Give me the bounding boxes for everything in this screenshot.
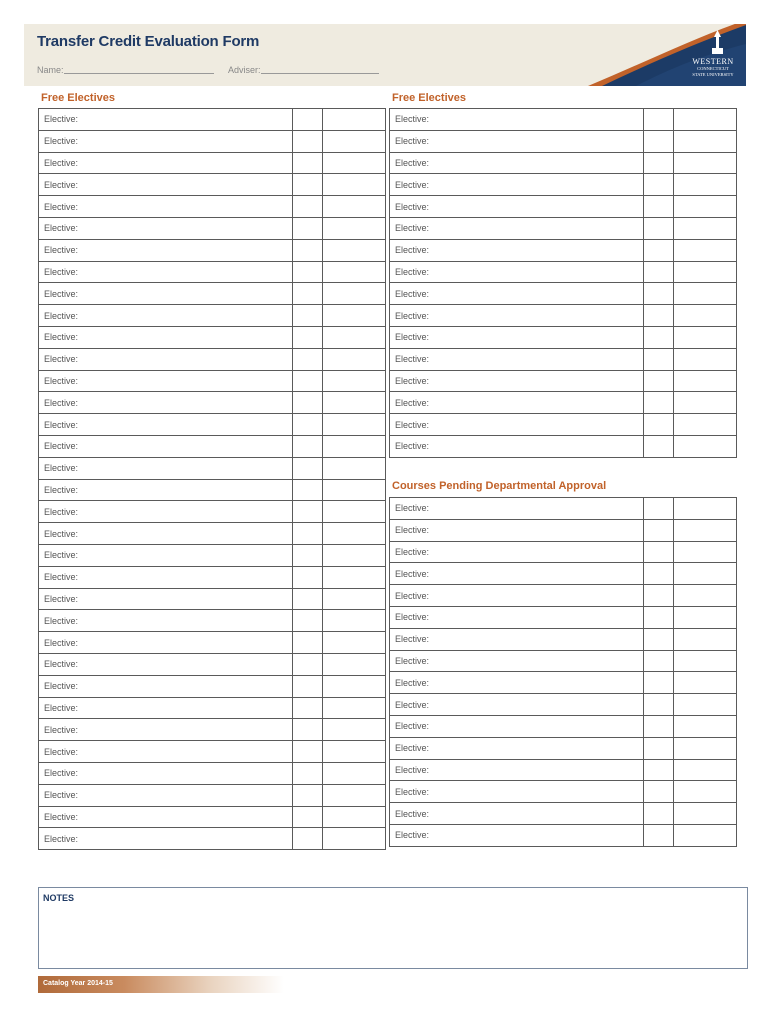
elective-row xyxy=(39,283,386,305)
elective-label-cell[interactable]: Elective: xyxy=(390,109,644,131)
elective-row xyxy=(39,501,386,523)
elective-row xyxy=(39,588,386,610)
elective-label-cell[interactable]: Elective: xyxy=(390,541,644,563)
equivalent-cell[interactable] xyxy=(323,653,386,675)
elective-label-cell[interactable]: Elective: xyxy=(39,719,293,741)
elective-row xyxy=(39,457,386,479)
elective-row xyxy=(390,217,737,239)
equivalent-cell[interactable] xyxy=(323,326,386,348)
elective-row xyxy=(390,672,737,694)
elective-row xyxy=(390,606,737,628)
left-section-heading: Free Electives xyxy=(41,92,115,104)
elective-label-cell[interactable]: Elective: xyxy=(390,130,644,152)
elective-label-cell[interactable]: Elective: xyxy=(39,632,293,654)
credits-cell[interactable] xyxy=(293,610,323,632)
equivalent-cell[interactable] xyxy=(674,824,737,846)
elective-row xyxy=(39,653,386,675)
credits-cell[interactable] xyxy=(293,196,323,218)
elective-row xyxy=(39,261,386,283)
elective-row xyxy=(390,585,737,607)
equivalent-cell[interactable] xyxy=(674,326,737,348)
equivalent-cell[interactable] xyxy=(674,541,737,563)
elective-label-cell[interactable]: Elective: xyxy=(39,501,293,523)
equivalent-cell[interactable] xyxy=(323,479,386,501)
credits-cell[interactable] xyxy=(644,541,674,563)
elective-row xyxy=(39,435,386,457)
elective-row xyxy=(39,326,386,348)
equivalent-cell[interactable] xyxy=(323,217,386,239)
equivalent-cell[interactable] xyxy=(674,283,737,305)
elective-row xyxy=(390,563,737,585)
elective-label-cell[interactable]: Elective: xyxy=(39,283,293,305)
credits-cell[interactable] xyxy=(293,501,323,523)
equivalent-cell[interactable] xyxy=(674,781,737,803)
equivalent-cell[interactable] xyxy=(323,392,386,414)
equivalent-cell[interactable] xyxy=(674,392,737,414)
elective-row xyxy=(390,759,737,781)
elective-label-cell[interactable]: Elective: xyxy=(39,174,293,196)
right-top-section-heading: Free Electives xyxy=(392,92,466,104)
elective-row xyxy=(390,498,737,520)
elective-row xyxy=(39,632,386,654)
equivalent-cell[interactable] xyxy=(323,174,386,196)
elective-label-cell[interactable]: Elective: xyxy=(39,457,293,479)
equivalent-cell[interactable] xyxy=(674,519,737,541)
credits-cell[interactable] xyxy=(644,217,674,239)
elective-row xyxy=(390,628,737,650)
equivalent-cell[interactable] xyxy=(674,217,737,239)
elective-row xyxy=(390,435,737,457)
credits-cell[interactable] xyxy=(644,326,674,348)
left-electives-table xyxy=(38,108,386,850)
credits-cell[interactable] xyxy=(293,174,323,196)
elective-label-cell[interactable]: Elective: xyxy=(390,305,644,327)
elective-row xyxy=(390,803,737,825)
elective-label-cell[interactable]: Elective: xyxy=(39,523,293,545)
elective-row xyxy=(39,479,386,501)
elective-row xyxy=(390,541,737,563)
elective-label-cell[interactable]: Elective: xyxy=(390,737,644,759)
equivalent-cell[interactable] xyxy=(323,457,386,479)
elective-label-cell[interactable]: Elective: xyxy=(390,781,644,803)
equivalent-cell[interactable] xyxy=(323,719,386,741)
elective-row xyxy=(390,130,737,152)
credits-cell[interactable] xyxy=(644,130,674,152)
equivalent-cell[interactable] xyxy=(674,498,737,520)
elective-row xyxy=(39,305,386,327)
equivalent-cell[interactable] xyxy=(674,585,737,607)
equivalent-cell[interactable] xyxy=(323,501,386,523)
elective-label-cell[interactable]: Elective: xyxy=(39,152,293,174)
elective-label-cell[interactable]: Elective: xyxy=(39,370,293,392)
equivalent-cell[interactable] xyxy=(323,566,386,588)
credits-cell[interactable] xyxy=(644,498,674,520)
credits-cell[interactable] xyxy=(293,305,323,327)
equivalent-cell[interactable] xyxy=(323,762,386,784)
credits-cell[interactable] xyxy=(644,606,674,628)
elective-label-cell[interactable]: Elective: xyxy=(390,348,644,370)
credits-cell[interactable] xyxy=(293,130,323,152)
elective-label-cell[interactable]: Elective: xyxy=(39,806,293,828)
credits-cell[interactable] xyxy=(293,828,323,850)
equivalent-cell[interactable] xyxy=(674,435,737,457)
equivalent-cell[interactable] xyxy=(674,759,737,781)
elective-label-cell[interactable]: Elective: xyxy=(390,435,644,457)
elective-label-cell[interactable]: Elective: xyxy=(390,585,644,607)
elective-row xyxy=(390,239,737,261)
equivalent-cell[interactable] xyxy=(674,370,737,392)
elective-row xyxy=(390,650,737,672)
elective-label-cell[interactable]: Elective: xyxy=(390,152,644,174)
elective-row xyxy=(390,283,737,305)
equivalent-cell[interactable] xyxy=(323,588,386,610)
credits-cell[interactable] xyxy=(644,824,674,846)
credits-cell[interactable] xyxy=(644,174,674,196)
elective-label-cell[interactable]: Elective: xyxy=(39,109,293,131)
elective-label-cell[interactable]: Elective: xyxy=(39,435,293,457)
equivalent-cell[interactable] xyxy=(674,174,737,196)
equivalent-cell[interactable] xyxy=(323,348,386,370)
elective-label-cell[interactable]: Elective: xyxy=(39,784,293,806)
elective-row xyxy=(390,348,737,370)
equivalent-cell[interactable] xyxy=(323,828,386,850)
credits-cell[interactable] xyxy=(644,348,674,370)
elective-label-cell[interactable]: Elective: xyxy=(390,694,644,716)
credits-cell[interactable] xyxy=(293,544,323,566)
equivalent-cell[interactable] xyxy=(323,741,386,763)
elective-label-cell[interactable]: Elective: xyxy=(390,606,644,628)
elective-row xyxy=(39,239,386,261)
elective-row xyxy=(39,109,386,131)
equivalent-cell[interactable] xyxy=(323,632,386,654)
credits-cell[interactable] xyxy=(644,370,674,392)
credits-cell[interactable] xyxy=(644,737,674,759)
credits-cell[interactable] xyxy=(293,217,323,239)
credits-cell[interactable] xyxy=(644,283,674,305)
elective-row xyxy=(39,762,386,784)
equivalent-cell[interactable] xyxy=(674,414,737,436)
credits-cell[interactable] xyxy=(644,628,674,650)
credits-cell[interactable] xyxy=(293,675,323,697)
elective-label-cell[interactable]: Elective: xyxy=(390,392,644,414)
credits-cell[interactable] xyxy=(293,523,323,545)
credits-cell[interactable] xyxy=(293,435,323,457)
elective-row xyxy=(390,715,737,737)
elective-row xyxy=(39,414,386,436)
form-title: Transfer Credit Evaluation Form xyxy=(37,33,260,50)
elective-row xyxy=(390,737,737,759)
credits-cell[interactable] xyxy=(293,762,323,784)
credits-cell[interactable] xyxy=(644,414,674,436)
credits-cell[interactable] xyxy=(644,239,674,261)
elective-label-cell[interactable]: Elective: xyxy=(390,326,644,348)
equivalent-cell[interactable] xyxy=(674,672,737,694)
elective-label-cell[interactable]: Elective: xyxy=(39,196,293,218)
equivalent-cell[interactable] xyxy=(323,196,386,218)
elective-row xyxy=(390,414,737,436)
elective-row xyxy=(390,196,737,218)
equivalent-cell[interactable] xyxy=(323,544,386,566)
elective-row xyxy=(390,174,737,196)
name-label: Name: xyxy=(37,65,64,75)
equivalent-cell[interactable] xyxy=(323,370,386,392)
equivalent-cell[interactable] xyxy=(674,803,737,825)
equivalent-cell[interactable] xyxy=(323,806,386,828)
elective-label-cell[interactable]: Elective: xyxy=(39,588,293,610)
elective-label-cell[interactable]: Elective: xyxy=(39,741,293,763)
elective-row xyxy=(39,697,386,719)
elective-label-cell[interactable]: Elective: xyxy=(39,828,293,850)
right-bottom-section-heading: Courses Pending Departmental Approval xyxy=(392,480,607,492)
elective-row xyxy=(39,544,386,566)
elective-label-cell[interactable]: Elective: xyxy=(390,672,644,694)
equivalent-cell[interactable] xyxy=(323,283,386,305)
elective-row xyxy=(39,370,386,392)
elective-label-cell[interactable]: Elective: xyxy=(390,239,644,261)
credits-cell[interactable] xyxy=(644,759,674,781)
name-field-line[interactable] xyxy=(64,73,214,74)
elective-label-cell[interactable]: Elective: xyxy=(39,544,293,566)
elective-row xyxy=(39,828,386,850)
credits-cell[interactable] xyxy=(644,152,674,174)
elective-label-cell[interactable]: Elective: xyxy=(390,519,644,541)
credits-cell[interactable] xyxy=(644,694,674,716)
elective-label-cell[interactable]: Elective: xyxy=(39,610,293,632)
credits-cell[interactable] xyxy=(293,239,323,261)
elective-row xyxy=(390,694,737,716)
credits-cell[interactable] xyxy=(644,196,674,218)
elective-label-cell[interactable]: Elective: xyxy=(390,217,644,239)
elective-row xyxy=(39,348,386,370)
header-fields xyxy=(37,65,379,75)
pending-approval-table xyxy=(389,497,737,847)
elective-row xyxy=(39,196,386,218)
elective-label-cell[interactable]: Elective: xyxy=(390,370,644,392)
credits-cell[interactable] xyxy=(644,563,674,585)
credits-cell[interactable] xyxy=(293,414,323,436)
equivalent-cell[interactable] xyxy=(323,675,386,697)
elective-row xyxy=(390,519,737,541)
equivalent-cell[interactable] xyxy=(323,239,386,261)
credits-cell[interactable] xyxy=(644,109,674,131)
equivalent-cell[interactable] xyxy=(323,130,386,152)
credits-cell[interactable] xyxy=(644,435,674,457)
elective-row xyxy=(39,217,386,239)
equivalent-cell[interactable] xyxy=(674,715,737,737)
elective-label-cell[interactable]: Elective: xyxy=(390,261,644,283)
notes-label: NOTES xyxy=(43,893,75,903)
elective-row xyxy=(39,741,386,763)
elective-row xyxy=(39,130,386,152)
elective-label-cell[interactable]: Elective: xyxy=(39,392,293,414)
right-electives-table xyxy=(389,108,737,458)
equivalent-cell[interactable] xyxy=(674,130,737,152)
elective-label-cell[interactable]: Elective: xyxy=(390,650,644,672)
elective-label-cell[interactable]: Elective: xyxy=(390,715,644,737)
credits-cell[interactable] xyxy=(293,283,323,305)
elective-label-cell[interactable]: Elective: xyxy=(39,261,293,283)
credits-cell[interactable] xyxy=(644,305,674,327)
credits-cell[interactable] xyxy=(293,109,323,131)
elective-label-cell[interactable]: Elective: xyxy=(390,283,644,305)
equivalent-cell[interactable] xyxy=(323,610,386,632)
elective-row xyxy=(390,152,737,174)
equivalent-cell[interactable] xyxy=(674,606,737,628)
equivalent-cell[interactable] xyxy=(674,152,737,174)
elective-label-cell[interactable]: Elective: xyxy=(390,563,644,585)
credits-cell[interactable] xyxy=(644,803,674,825)
equivalent-cell[interactable] xyxy=(323,109,386,131)
elective-row xyxy=(39,523,386,545)
credits-cell[interactable] xyxy=(293,741,323,763)
credits-cell[interactable] xyxy=(293,348,323,370)
catalog-year-banner xyxy=(38,976,284,993)
credits-cell[interactable] xyxy=(644,650,674,672)
equivalent-cell[interactable] xyxy=(674,650,737,672)
elective-label-cell[interactable]: Elective: xyxy=(390,803,644,825)
equivalent-cell[interactable] xyxy=(674,109,737,131)
elective-label-cell[interactable]: Elective: xyxy=(39,566,293,588)
equivalent-cell[interactable] xyxy=(323,784,386,806)
elective-row xyxy=(390,392,737,414)
elective-label-cell[interactable]: Elective: xyxy=(39,326,293,348)
equivalent-cell[interactable] xyxy=(323,435,386,457)
credits-cell[interactable] xyxy=(644,261,674,283)
credits-cell[interactable] xyxy=(293,479,323,501)
credits-cell[interactable] xyxy=(644,781,674,803)
elective-label-cell[interactable]: Elective: xyxy=(39,762,293,784)
elective-row xyxy=(39,152,386,174)
equivalent-cell[interactable] xyxy=(674,305,737,327)
credits-cell[interactable] xyxy=(293,806,323,828)
equivalent-cell[interactable] xyxy=(674,563,737,585)
notes-box[interactable] xyxy=(38,887,748,969)
credits-cell[interactable] xyxy=(644,519,674,541)
elective-label-cell[interactable]: Elective: xyxy=(39,348,293,370)
elective-row xyxy=(39,392,386,414)
elective-row xyxy=(390,824,737,846)
elective-row xyxy=(39,719,386,741)
equivalent-cell[interactable] xyxy=(674,239,737,261)
elective-label-cell[interactable]: Elective: xyxy=(39,697,293,719)
elective-row xyxy=(390,261,737,283)
form-header xyxy=(24,24,746,86)
elective-label-cell[interactable]: Elective: xyxy=(39,239,293,261)
elective-row xyxy=(390,781,737,803)
elective-label-cell[interactable]: Elective: xyxy=(390,196,644,218)
equivalent-cell[interactable] xyxy=(323,305,386,327)
elective-label-cell[interactable]: Elective: xyxy=(39,675,293,697)
elective-row xyxy=(39,806,386,828)
credits-cell[interactable] xyxy=(293,370,323,392)
equivalent-cell[interactable] xyxy=(323,152,386,174)
credits-cell[interactable] xyxy=(644,392,674,414)
equivalent-cell[interactable] xyxy=(674,694,737,716)
elective-label-cell[interactable]: Elective: xyxy=(39,479,293,501)
elective-row xyxy=(39,610,386,632)
elective-label-cell[interactable]: Elective: xyxy=(39,217,293,239)
elective-row xyxy=(390,326,737,348)
credits-cell[interactable] xyxy=(293,392,323,414)
elective-row xyxy=(39,784,386,806)
credits-cell[interactable] xyxy=(644,585,674,607)
equivalent-cell[interactable] xyxy=(674,196,737,218)
equivalent-cell[interactable] xyxy=(674,261,737,283)
elective-label-cell[interactable]: Elective: xyxy=(39,653,293,675)
adviser-field-line[interactable] xyxy=(261,73,379,74)
elective-row xyxy=(390,370,737,392)
elective-row xyxy=(39,675,386,697)
credits-cell[interactable] xyxy=(293,152,323,174)
credits-cell[interactable] xyxy=(293,588,323,610)
credits-cell[interactable] xyxy=(293,653,323,675)
elective-label-cell[interactable]: Elective: xyxy=(390,824,644,846)
logo-text: WESTERN CONNECTICUT STATE UNIVERSITY xyxy=(692,57,734,77)
elective-label-cell[interactable]: Elective: xyxy=(390,414,644,436)
equivalent-cell[interactable] xyxy=(323,261,386,283)
equivalent-cell[interactable] xyxy=(323,414,386,436)
elective-label-cell[interactable]: Elective: xyxy=(390,174,644,196)
credits-cell[interactable] xyxy=(293,697,323,719)
credits-cell[interactable] xyxy=(293,719,323,741)
elective-label-cell[interactable]: Elective: xyxy=(390,628,644,650)
elective-label-cell[interactable]: Elective: xyxy=(39,305,293,327)
equivalent-cell[interactable] xyxy=(323,523,386,545)
credits-cell[interactable] xyxy=(293,457,323,479)
equivalent-cell[interactable] xyxy=(674,348,737,370)
credits-cell[interactable] xyxy=(644,715,674,737)
adviser-label: Adviser: xyxy=(228,65,261,75)
elective-row xyxy=(390,109,737,131)
elective-label-cell[interactable]: Elective: xyxy=(39,130,293,152)
credits-cell[interactable] xyxy=(293,261,323,283)
elective-label-cell[interactable]: Elective: xyxy=(39,414,293,436)
elective-label-cell[interactable]: Elective: xyxy=(390,759,644,781)
elective-label-cell[interactable]: Elective: xyxy=(390,498,644,520)
catalog-year-text: Catalog Year 2014-15 xyxy=(43,980,113,987)
credits-cell[interactable] xyxy=(293,784,323,806)
credits-cell[interactable] xyxy=(293,566,323,588)
equivalent-cell[interactable] xyxy=(674,628,737,650)
credits-cell[interactable] xyxy=(644,672,674,694)
elective-row xyxy=(390,305,737,327)
elective-row xyxy=(39,174,386,196)
credits-cell[interactable] xyxy=(293,632,323,654)
elective-row xyxy=(39,566,386,588)
credits-cell[interactable] xyxy=(293,326,323,348)
equivalent-cell[interactable] xyxy=(674,737,737,759)
equivalent-cell[interactable] xyxy=(323,697,386,719)
